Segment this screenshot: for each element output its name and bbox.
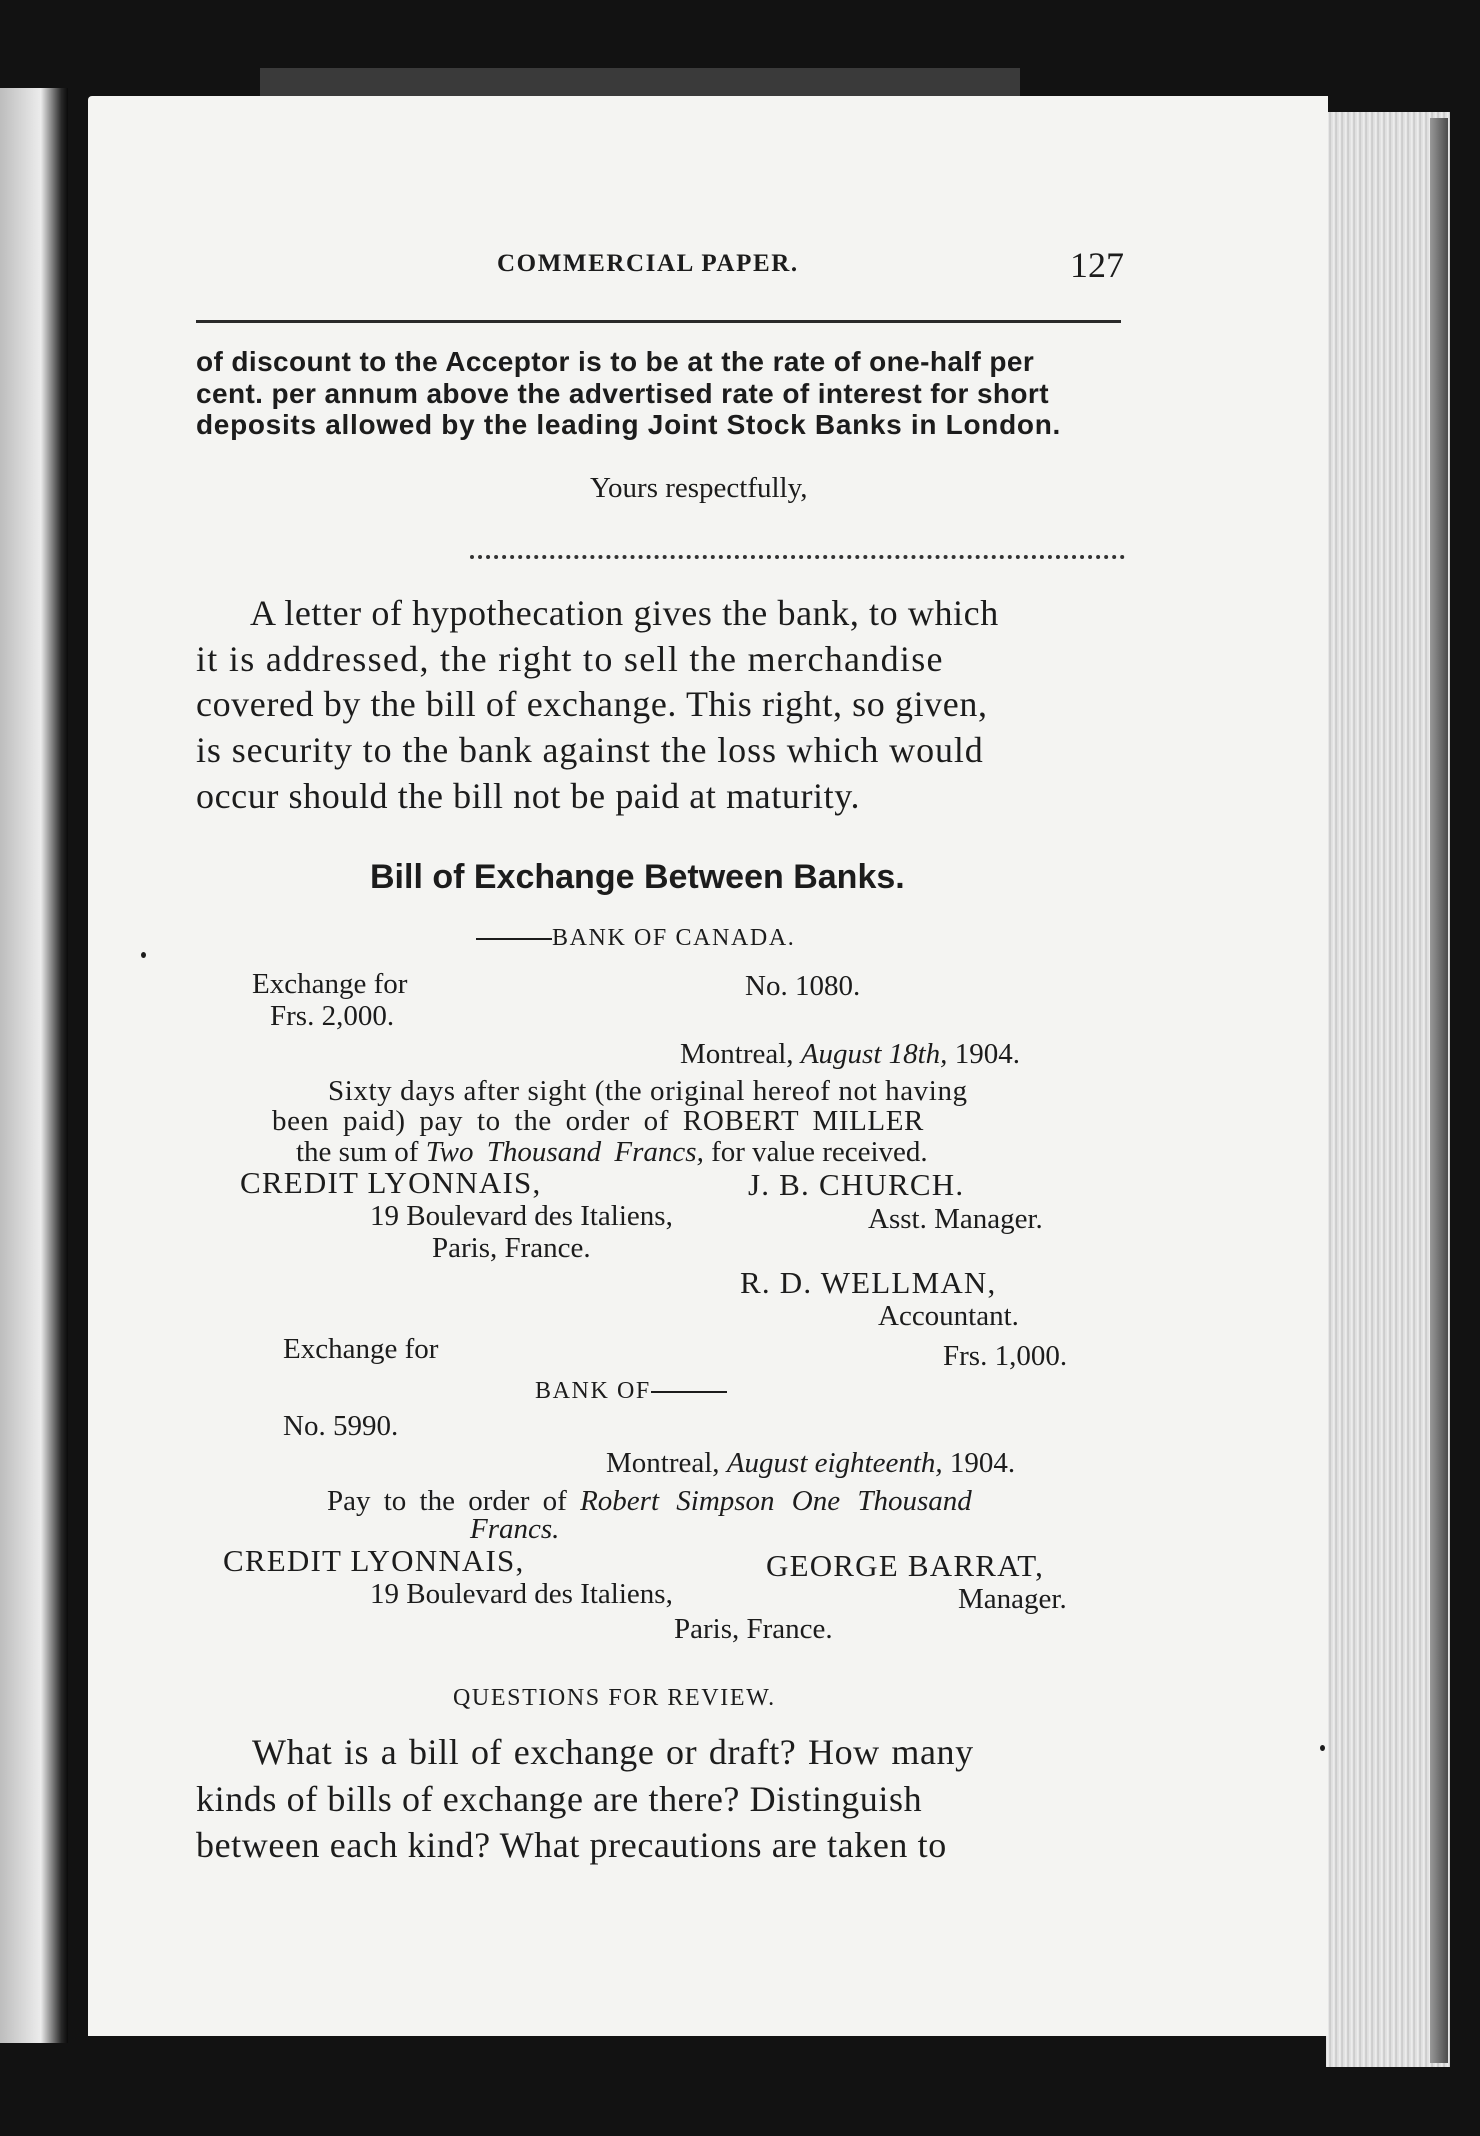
- bill-one-exchange-for: Exchange for: [252, 968, 408, 1000]
- bill-two-body-prefix: Pay to the order of: [327, 1485, 567, 1517]
- bill-one-sum-prefix: the sum of: [296, 1136, 419, 1168]
- section-title: Bill of Exchange Between Banks.: [370, 858, 905, 896]
- bill-two-city: Paris, France.: [674, 1613, 833, 1645]
- print-speck: [1320, 1745, 1325, 1751]
- letter-closing: Yours respectfully,: [590, 472, 808, 504]
- bill-one-signer: J. B. CHURCH.: [748, 1167, 965, 1202]
- bill-two-amount: Frs. 1,000.: [943, 1340, 1068, 1372]
- bill-one-sum-words: Two Thousand Francs,: [425, 1136, 704, 1168]
- bill-one-place: Montreal,: [680, 1038, 794, 1070]
- bill-two-signer: GEORGE BARRAT,: [766, 1548, 1045, 1583]
- paragraph-line: is security to the bank against the loss which would: [196, 730, 984, 770]
- bill-two-place: Montreal,: [606, 1447, 720, 1479]
- bill-two-body-words: Robert Simpson One Thousand: [580, 1485, 972, 1517]
- facing-page-edge: [0, 88, 68, 2043]
- bank-name-dash: [651, 1391, 727, 1393]
- binding-shadow: [260, 68, 1020, 98]
- bill-one-year: 1904.: [954, 1038, 1020, 1070]
- bill-one-drawee: CREDIT LYONNAIS,: [240, 1165, 542, 1200]
- bill-two-body-words-cont: Francs.: [470, 1513, 560, 1545]
- print-speck: [141, 952, 146, 958]
- paragraph-line: occur should the bill not be paid at maturity.: [196, 776, 861, 816]
- paragraph-line: A letter of hypothecation gives the bank, to which: [250, 593, 999, 633]
- bill-one-amount: Frs. 2,000.: [270, 1000, 395, 1032]
- bill-two-number: No. 5990.: [283, 1410, 399, 1442]
- review-line: kinds of bills of exchange are there? Distinguish: [196, 1779, 923, 1819]
- bill-one-dateline: [680, 1038, 1020, 1071]
- bill-one-second-signer-title: Accountant.: [878, 1300, 1019, 1332]
- bill-one-sum-suffix: for value received.: [711, 1136, 928, 1168]
- letter-line: of discount to the Acceptor is to be at the rate of one-half per: [196, 346, 1035, 377]
- bill-two-bank-name: BANK OF: [535, 1378, 651, 1404]
- review-heading: QUESTIONS FOR REVIEW.: [453, 1685, 776, 1711]
- bill-two-signer-title: Manager.: [958, 1583, 1067, 1615]
- review-line: What is a bill of exchange or draft? How many: [252, 1732, 974, 1772]
- bill-one-body-line: Sixty days after sight (the original hereof not having: [328, 1075, 968, 1107]
- bill-one-city: Paris, France.: [432, 1232, 591, 1264]
- review-line: between each kind? What precautions are taken to: [196, 1825, 947, 1865]
- bill-two-body-line: [327, 1485, 972, 1518]
- bill-two-year: 1904.: [949, 1447, 1016, 1479]
- page-stack-shadow: [1430, 118, 1448, 2063]
- signature-dotted-line: [470, 555, 1125, 559]
- bill-two-drawee: CREDIT LYONNAIS,: [223, 1543, 525, 1578]
- paragraph-line: covered by the bill of exchange. This right, so given,: [196, 684, 988, 724]
- bill-two-date: August eighteenth,: [726, 1447, 943, 1479]
- header-rule: [196, 320, 1121, 323]
- bill-two-bank: [535, 1378, 727, 1405]
- bill-one-address: 19 Boulevard des Italiens,: [370, 1200, 673, 1232]
- bill-two-exchange-for: Exchange for: [283, 1333, 439, 1365]
- bill-two-dateline: [606, 1447, 1015, 1480]
- bill-one-signer-title: Asst. Manager.: [868, 1203, 1043, 1235]
- bill-two-address: 19 Boulevard des Italiens,: [370, 1578, 673, 1610]
- bill-one-bank-name: BANK OF CANADA.: [552, 925, 796, 951]
- page-number: 127: [1070, 245, 1124, 285]
- running-title: COMMERCIAL PAPER.: [497, 250, 799, 277]
- bill-one-date: August 18th,: [800, 1038, 948, 1070]
- bank-name-dash: [476, 938, 552, 940]
- letter-line: deposits allowed by the leading Joint Stock Banks in London.: [196, 409, 1061, 440]
- bill-one-second-signer: R. D. WELLMAN,: [740, 1265, 997, 1300]
- bill-one-body-line: been paid) pay to the order of ROBERT MILLER: [272, 1105, 924, 1137]
- letter-line: cent. per annum above the advertised rate of interest for short: [196, 378, 1049, 409]
- bill-one-number: No. 1080.: [745, 970, 861, 1002]
- paragraph-line: it is addressed, the right to sell the merchandise: [196, 639, 944, 679]
- bill-one-bank: [476, 925, 795, 952]
